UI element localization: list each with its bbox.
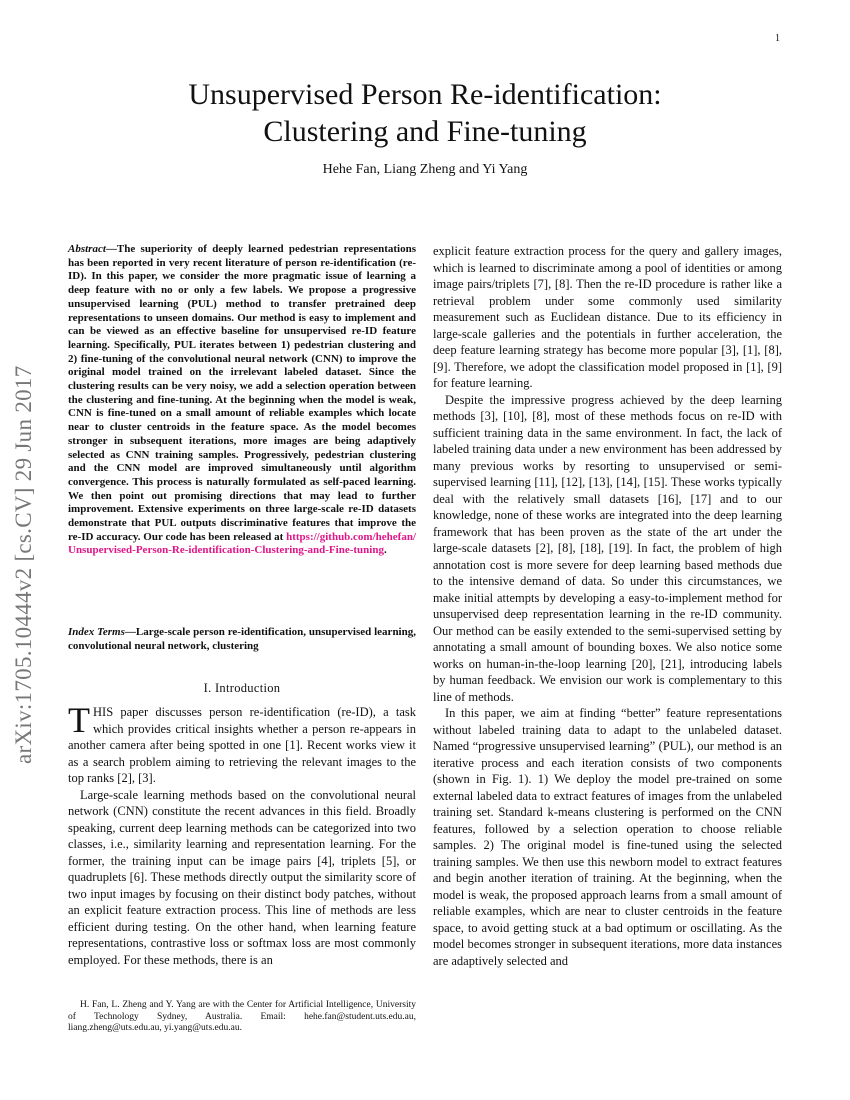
abstract-end: . [383,544,387,557]
title-line-2: Clustering and Fine-tuning [263,115,587,148]
abstract-body: —The superiority of deeply learned pedestrian representations has been reported in very recent literature of person re-identification (re-ID). In this paper, we consider the more pragmatic issue of learning a deep feature with no or only a few labels. We propose a progressive unsupervised learning (PUL) method to transfer pretrained deep representations to unseen domains. Our method is easy to implement and can be viewed as an effective baseline for unsupervised re-ID feature learning. Specifically, PUL iterates between 1) pedestrian clustering and 2) fine-tuning of the convolutional neural network (CNN) to improve the original model trained on the irrelevant labeled dataset. Since the clustering results can be very noisy, we add a selection operation between the clustering and fine-tuning. At the beginning when the model is weak, CNN is fine-tuned on a small amount of reliable examples which locate near to cluster centroids in the feature space. As the model becomes stronger in subsequent iterations, more images are being adaptively selected as CNN training samples. Progressively, pedestrian clustering and the CNN model are improved simultaneously until algorithm convergence. This process is naturally formulated as self-paced learning. We then point out promising directions that may lead to further improvement. Extensive experiments on three large-scale re-ID datasets demonstrate that PUL outputs discriminative features that improve the re-ID accuracy. Our code has been released at [68,243,416,543]
right-paragraph-1: explicit feature extraction process for the query and gallery images, which is learned to discriminate among a pool of identities or among image pairs/triplets [7], [8]. Then the re-ID procedure is rather like a retrieval problem under some commonly used similarity measurement such as Euclidean distance. Due to its efficiency in large-scale galleries and the potentials in further acceleration, the deep feature learning strategy has become more popular [3], [1], [8], [9]. Therefore, we adopt the classification model proposed in [1], [9] for feature learning. [433,244,782,390]
page-number: 1 [775,33,780,44]
authors: Hehe Fan, Liang Zheng and Yi Yang [322,162,528,177]
title-line-1: Unsupervised Person Re-identification: [188,78,662,111]
index-terms-label: Index Terms [68,626,125,638]
intro-paragraph-1 [68,700,416,787]
intro-p1-text: HIS paper discusses person re-identification (re-ID), a task which provides critical insights whether a person re-appears in another camera after being spotted in one [1]. Recent works view it as a search problem aiming to retrieving the relevant images to the top ranks [2], [3]. [68,705,416,785]
arxiv-stamp: arXiv:1705.10444v2 [cs.CV] 29 Jun 2017 [11,365,36,764]
index-terms-body: —Large-scale person re-identification, unsupervised learning, convolutional neural network, clustering [68,626,416,652]
intro-paragraph-2: Large-scale learning methods based on the convolutional neural network (CNN) constitute the recent advances in this field. Broadly speaking, current deep learning methods can be categorized into two classes, i.e., similarity learning and representation learning. For the former, the training input can be image pairs [4], triplets [5], or quadruplets [6]. These methods directly output the similarity score of two input images by focusing on their distinct body patches, without an explicit feature extraction process. This line of methods are less efficient during testing. On the other hand, when learning feature representations, contrastive loss or softmax loss are most commonly employed. For these methods, there is an [68,787,416,967]
intro-left-column [68,700,416,968]
right-column [433,243,782,969]
right-paragraph-3: In this paper, we aim at finding “better” feature representations without labeled training data to adapt to the unlabeled dataset. Named “progressive unsupervised learning” (PUL), our method is an iterative process and each iteration consists of two components (shown in Fig. 1). 1) We deploy the model pre-trained on some external labeled data to extract features of images from the unlabeled training set. Standard k-means clustering is performed on the CNN features, followed by a selection operation to choose reliable samples. 2) The original model is fine-tuned using the selected training samples. We then use this newborn model to extract features and begin another iteration of training. At the beginning, when the model is weak, the proposed approach learns from a small amount of reliable examples, which are near to cluster centroids in the feature space, to avoid getting stuck at a bad optimum or oscillating. As the model becomes stronger in subsequent iterations, more data instances are adaptively selected and [433,706,782,968]
dropcap: T [68,700,90,740]
abstract-label: Abstract [68,243,106,255]
footnote: H. Fan, L. Zheng and Y. Yang are with the Center for Artificial Intelligence, University of Technology Sydney, Australia. Email: hehe.fan@student.uts.edu.au, liang.zheng@uts.edu.au, yi.yang@uts.edu.au. [68,1000,416,1033]
right-paragraph-2: Despite the impressive progress achieved by the deep learning methods [3], [10], [8], most of these methods focus on re-ID with sufficient training data in the same environment. In fact, the lack of labeled training data under a new environment has been addressed by many previous works by resorting to unsupervised or semi-supervised learning [11], [12], [13], [14], [15]. These works typically deal with the relatively small datasets [16], [17] and to our knowledge, none of these works are integrated into the deep learning framework that has been proven as the state of the art under the large-scale datasets [2], [8], [18], [19]. In fact, the problem of high annotation cost is more severe for deep learning based methods due to the intensive demand of data. So under this circumstances, we make initial attempts by developing a easy-to-implement method for unsupervised deep representation learning in the re-ID community. Our method can be easily extended to the semi-supervised setting by annotating a small amount of bounding boxes. We also notice some works on human-in-the-loop learning [20], [21], introducing labels by human feedback. We envision our work is complementary to this line of methods. [433,392,782,704]
paper-title [0,76,850,150]
code-link[interactable]: https://github.com/hehefan/ Unsupervised-Person-Re-identification-Clustering-and-Fine-tuning [68,530,416,557]
section-heading: I. Introduction [203,681,281,695]
abstract [68,243,416,558]
index-terms [68,626,416,653]
